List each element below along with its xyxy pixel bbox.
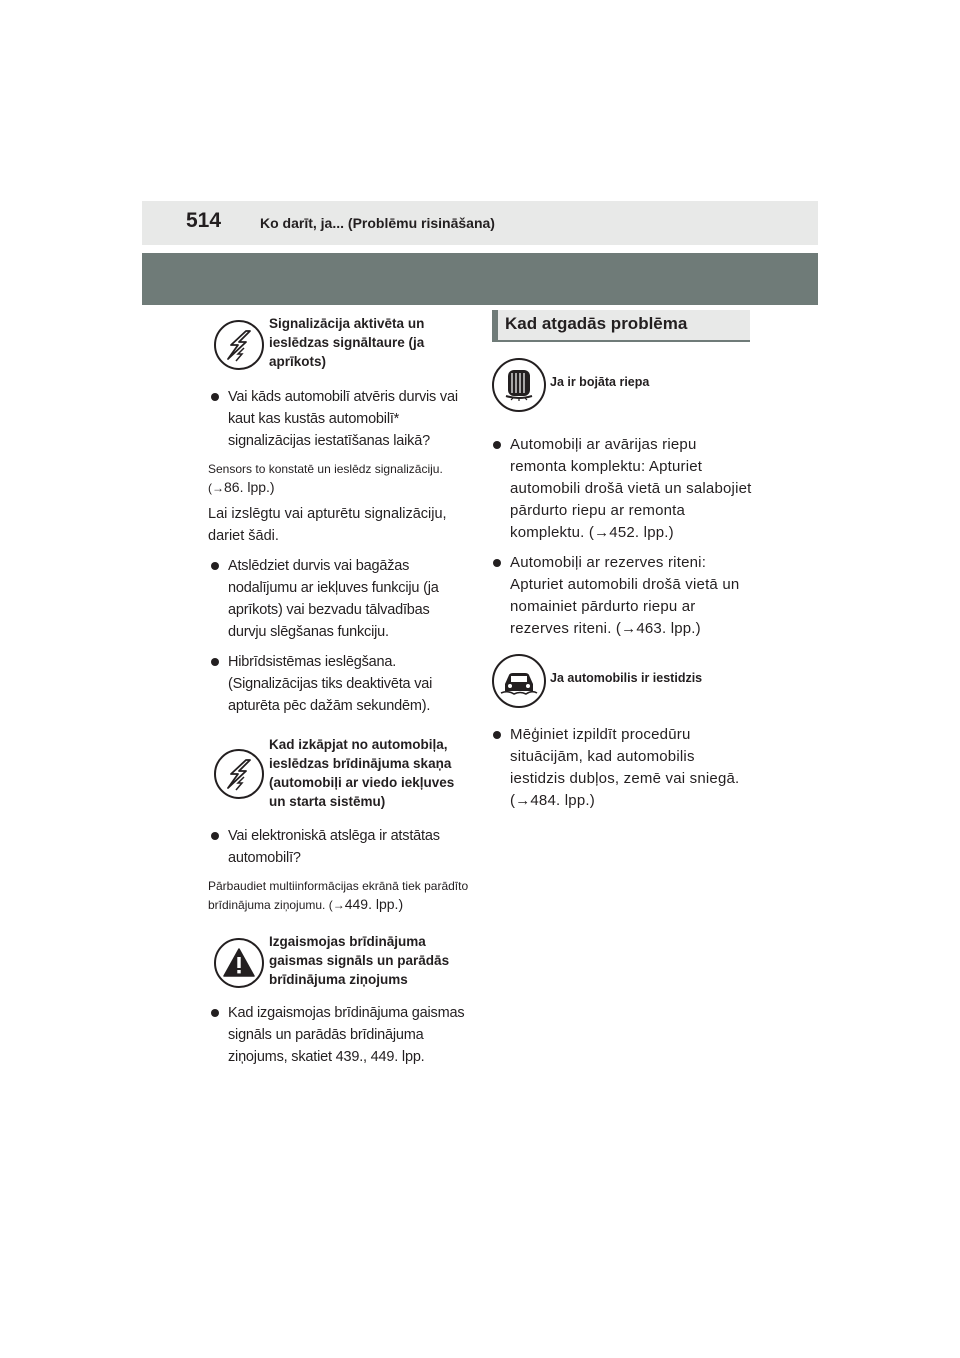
- alarm-lightning-icon: [214, 749, 264, 799]
- alarm-lightning-icon: [214, 320, 264, 370]
- warning-light-section: [208, 928, 470, 994]
- list-item: Automobiļi ar avārijas riepu remonta komplektu: Apturiet automobili drošā vietā un salabojiet pārdurto riepu ar remonta komplektu. (→452. lpp.): [492, 434, 754, 544]
- stuck-car-section: [492, 654, 754, 720]
- right-column: [492, 310, 754, 812]
- list-item: Atslēdziet durvis vai bagāžas nodalījumu ar iekļuves funkciju (ja aprīkots) vai bezvadu tālvadības durvju slēgšanas funkciju.: [208, 555, 470, 643]
- stuck-car-icon: [492, 654, 546, 708]
- section-heading: Kad atgadās problēma: [492, 310, 750, 342]
- warning-sound-section: [208, 731, 470, 819]
- left-column: [208, 310, 470, 1068]
- list-item: Hibrīdsistēmas ieslēgšana. (Signalizācijas tiks deaktivēta vai apturēta pēc dažām sekundēm).: [208, 651, 470, 717]
- section-title: Ko darīt, ja... (Problēmu risināšana): [260, 215, 495, 231]
- list-item: Automobiļi ar rezerves riteni: Apturiet automobili drošā vietā un nomainiet pārdurto riepu ar rezerves riteni. (→463. lpp.): [492, 552, 754, 640]
- alarm-horn-section: [208, 310, 470, 380]
- list-item: Vai elektroniskā atslēga ir atstātas automobilī?: [208, 825, 470, 869]
- sensor-note: Sensors to konstatē un ieslēdz signalizāciju. (→86. lpp.): [208, 462, 443, 495]
- flat-tire-section: [492, 358, 754, 428]
- flat-tire-label: Ja ir bojāta riepa: [550, 375, 650, 389]
- multiinfo-note: Pārbaudiet multiinformācijas ekrānā tiek parādīto brīdinājuma ziņojumu. (→449. lpp.): [208, 879, 469, 912]
- list-item: Vai kāds automobilī atvēris durvis vai kaut kas kustās automobilī* signalizācijas iestatīšanas laikā?: [208, 386, 470, 452]
- warning-triangle-icon: [214, 938, 264, 988]
- warning-light-label: Izgaismojas brīdinājuma gaismas signāls un parādās brīdinājuma ziņojums: [269, 934, 450, 987]
- instruction-paragraph: Lai izslēgtu vai apturētu signalizāciju, dariet šādi.: [208, 506, 447, 544]
- page-header: [142, 201, 818, 245]
- header-band: [142, 253, 818, 305]
- list-item: Kad izgaismojas brīdinājuma gaismas signāls un parādās brīdinājuma ziņojums, skatiet 439., 449. lpp.: [208, 1002, 470, 1068]
- alarm-horn-label: Signalizācija aktivēta un ieslēdzas signāltaure (ja aprīkots): [269, 316, 425, 369]
- warning-sound-label: Kad izkāpjat no automobiļa, ieslēdzas brīdinājuma skaņa (automobiļi ar viedo iekļuves un starta sistēmu): [269, 737, 455, 809]
- stuck-car-label: Ja automobilis ir iestidzis: [550, 671, 703, 685]
- list-item: Mēģiniet izpildīt procedūru situācijām, kad automobilis iestidzis dubļos, zemē vai sniegā. (→484. lpp.): [492, 724, 754, 812]
- flat-tire-icon: [492, 358, 546, 412]
- page-number: 514: [186, 209, 222, 232]
